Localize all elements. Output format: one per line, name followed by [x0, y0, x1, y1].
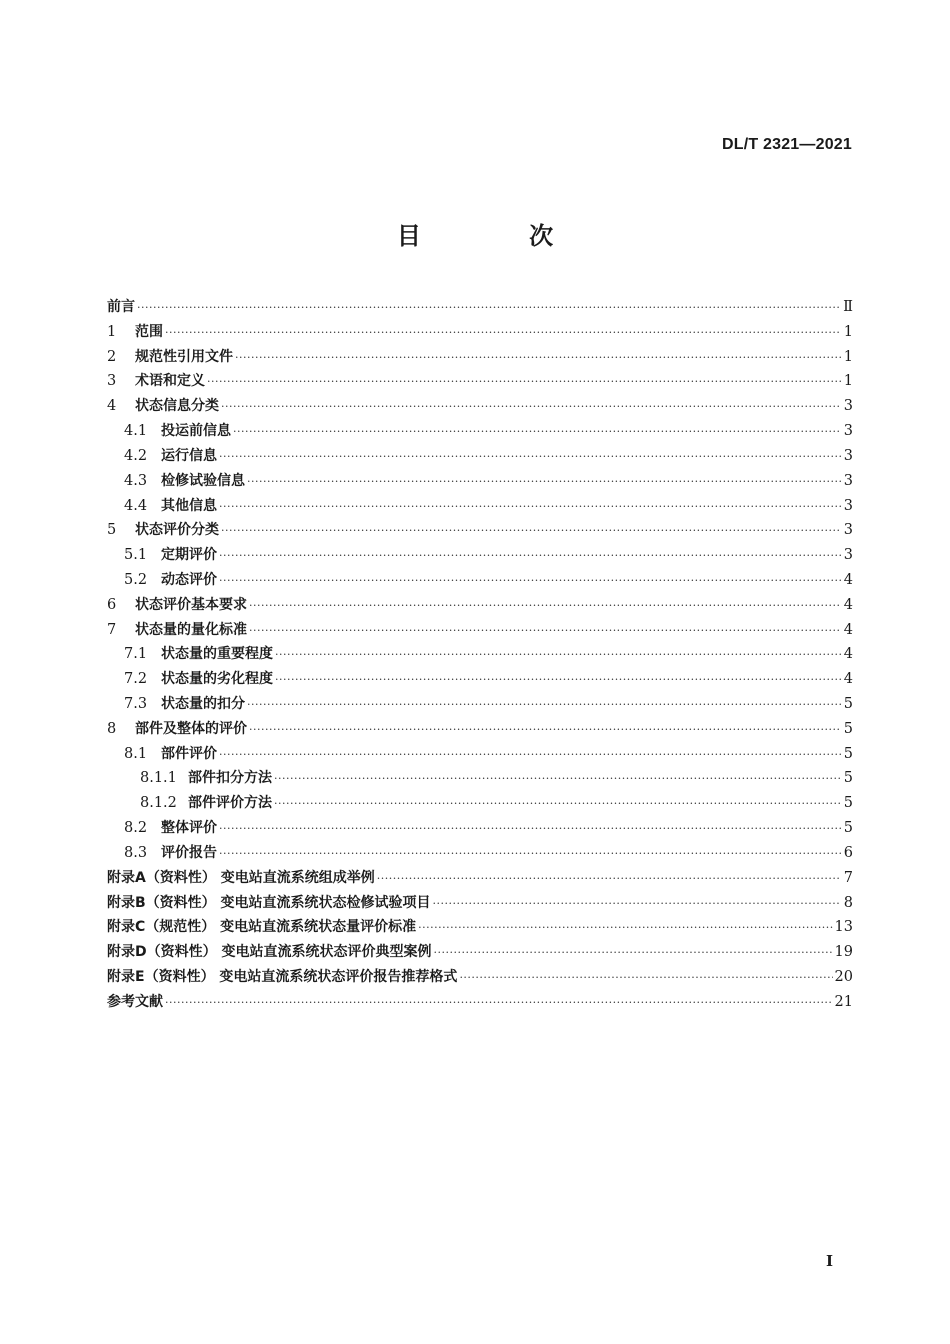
toc-leader-dots	[221, 395, 841, 420]
toc-entry-page: 4	[843, 596, 853, 613]
toc-entry-page: Ⅱ	[843, 299, 853, 315]
toc-entry-label: 部件评价方法	[188, 795, 272, 812]
toc-entry-page: 13	[834, 919, 853, 936]
toc-entry[interactable]	[107, 320, 853, 345]
toc-entry-page: 4	[843, 571, 853, 588]
toc-entry-label: 状态量的扣分	[161, 696, 245, 712]
toc-entry-number: 5.2	[124, 571, 148, 588]
toc-entry-page: 21	[834, 993, 853, 1010]
toc-entry[interactable]	[107, 990, 853, 1015]
toc-entry[interactable]	[107, 667, 853, 692]
toc-entry-label: 前言	[107, 299, 135, 315]
toc-leader-dots	[274, 767, 841, 792]
toc-entry-page: 3	[843, 423, 853, 440]
toc-entry-label: 状态量的重要程度	[161, 646, 273, 663]
toc-entry-page: 5	[843, 745, 853, 762]
toc-leader-dots	[221, 519, 841, 544]
toc-entry-page: 5	[843, 820, 853, 837]
toc-entry-label: 状态评价基本要求	[135, 596, 247, 613]
toc-entry-number: 5	[107, 522, 117, 539]
toc-entry-label: 附录B（资料性） 变电站直流系统状态检修试验项目	[107, 894, 431, 911]
toc-entry[interactable]	[107, 394, 853, 419]
toc-entry-page: 3	[843, 472, 853, 489]
toc-entry-number: 4.2	[124, 447, 148, 464]
toc-entry-label: 动态评价	[161, 571, 217, 588]
standard-code: DL/T 2321—2021	[722, 136, 852, 153]
toc-entry[interactable]	[107, 841, 853, 866]
toc-entry[interactable]	[107, 965, 853, 990]
toc-entry[interactable]	[107, 717, 853, 742]
toc-entry[interactable]	[107, 568, 853, 593]
toc-entry-number: 7.3	[124, 696, 148, 712]
toc-entry-number: 8	[107, 720, 117, 737]
toc-entry-label: 检修试验信息	[161, 472, 245, 489]
toc-leader-dots	[137, 296, 841, 321]
toc-entry-page: 19	[834, 944, 853, 961]
toc-leader-dots	[249, 594, 841, 619]
toc-entry-number: 7.1	[124, 646, 148, 663]
toc-entry[interactable]	[107, 766, 853, 791]
toc-leader-dots	[247, 470, 841, 495]
toc-entry-number: 8.1.2	[140, 795, 177, 812]
toc-entry-page: 7	[843, 869, 853, 886]
toc-entry[interactable]	[107, 295, 853, 320]
toc-entry-label: 状态量的劣化程度	[161, 671, 273, 688]
toc-entry[interactable]	[107, 345, 853, 370]
toc-leader-dots	[275, 668, 841, 693]
toc-entry-label: 评价报告	[161, 844, 217, 861]
toc-entry[interactable]	[107, 816, 853, 841]
toc-entry-number: 7.2	[124, 671, 148, 688]
toc-entry-label: 附录A（资料性） 变电站直流系统组成举例	[107, 869, 375, 886]
toc-leader-dots	[219, 743, 841, 768]
toc-entry-page: 8	[843, 894, 853, 911]
toc-entry-page: 3	[843, 447, 853, 464]
toc-leader-dots	[165, 991, 833, 1016]
table-of-contents	[107, 295, 853, 1015]
toc-entry[interactable]	[107, 419, 853, 444]
toc-entry[interactable]	[107, 494, 853, 519]
toc-entry-label: 投运前信息	[161, 423, 231, 440]
toc-leader-dots	[434, 941, 833, 966]
toc-entry-page: 4	[843, 621, 853, 638]
toc-entry-number: 4.1	[124, 423, 148, 440]
toc-entry-page: 5	[843, 720, 853, 737]
toc-entry-label: 附录C（规范性） 变电站直流系统状态量评价标准	[107, 919, 417, 936]
toc-leader-dots	[233, 420, 841, 445]
toc-entry[interactable]	[107, 642, 853, 667]
toc-leader-dots	[219, 817, 841, 842]
toc-entry-page: 4	[843, 646, 853, 663]
toc-leader-dots	[219, 544, 841, 569]
toc-entry-number: 8.2	[124, 820, 148, 837]
toc-entry-number: 4.3	[124, 472, 148, 489]
toc-entry-page: 1	[843, 373, 853, 390]
toc-entry-label: 状态评价分类	[135, 522, 219, 539]
toc-entry-label: 定期评价	[161, 547, 217, 564]
toc-leader-dots	[165, 321, 841, 346]
toc-leader-dots	[219, 445, 841, 470]
toc-entry[interactable]	[107, 866, 853, 891]
toc-leader-dots	[249, 619, 841, 644]
toc-entry-number: 2	[107, 348, 117, 365]
toc-entry-label: 部件及整体的评价	[135, 720, 247, 737]
page-folio: I	[826, 1252, 834, 1270]
toc-leader-dots	[219, 842, 841, 867]
toc-leader-dots	[247, 693, 841, 718]
toc-entry-page: 3	[843, 547, 853, 564]
toc-entry-label: 整体评价	[161, 820, 217, 837]
toc-entry[interactable]	[107, 469, 853, 494]
toc-entry[interactable]	[107, 791, 853, 816]
toc-leader-dots	[433, 892, 841, 917]
toc-entry-label: 参考文献	[107, 993, 163, 1010]
toc-entry[interactable]	[107, 593, 853, 618]
toc-entry-label: 术语和定义	[135, 373, 205, 390]
toc-entry[interactable]	[107, 891, 853, 916]
toc-entry-page: 5	[843, 770, 853, 787]
toc-entry-label: 附录E（资料性） 变电站直流系统状态评价报告推荐格式	[107, 968, 458, 985]
toc-entry[interactable]	[107, 940, 853, 965]
toc-entry-number: 5.1	[124, 547, 148, 564]
toc-entry[interactable]	[107, 618, 853, 643]
toc-entry-page: 20	[834, 968, 853, 985]
toc-entry-number: 8.1.1	[140, 770, 177, 787]
toc-entry[interactable]	[107, 742, 853, 767]
toc-entry-label: 其他信息	[161, 497, 217, 514]
toc-entry-number: 4.4	[124, 497, 148, 514]
toc-entry-number: 1	[107, 323, 117, 340]
toc-entry-number: 3	[107, 373, 117, 390]
toc-entry-label: 状态信息分类	[135, 398, 219, 415]
toc-entry-number: 7	[107, 621, 117, 638]
toc-leader-dots	[219, 569, 841, 594]
toc-entry-page: 5	[843, 795, 853, 812]
toc-leader-dots	[459, 966, 832, 991]
toc-entry-page: 4	[843, 671, 853, 688]
toc-entry-page: 3	[843, 522, 853, 539]
toc-leader-dots	[249, 718, 841, 743]
toc-entry-label: 部件扣分方法	[188, 770, 272, 787]
toc-entry[interactable]	[107, 369, 853, 394]
toc-leader-dots	[219, 495, 841, 520]
toc-entry-label: 附录D（资料性） 变电站直流系统状态评价典型案例	[107, 944, 432, 961]
toc-entry-number: 8.3	[124, 844, 148, 861]
toc-entry-page: 3	[843, 398, 853, 415]
toc-leader-dots	[207, 370, 841, 395]
toc-entry[interactable]	[107, 518, 853, 543]
toc-entry[interactable]	[107, 915, 853, 940]
toc-leader-dots	[377, 867, 841, 892]
toc-leader-dots	[418, 916, 832, 941]
toc-entry-number: 4	[107, 398, 117, 415]
toc-entry-page: 1	[843, 348, 853, 365]
toc-entry-label: 规范性引用文件	[135, 348, 233, 365]
toc-entry[interactable]	[107, 444, 853, 469]
toc-entry[interactable]	[107, 543, 853, 568]
toc-entry-page: 5	[843, 696, 853, 712]
toc-entry[interactable]	[107, 692, 853, 717]
toc-leader-dots	[275, 643, 841, 668]
toc-entry-label: 范围	[135, 323, 163, 340]
toc-leader-dots	[235, 346, 841, 371]
toc-leader-dots	[274, 792, 841, 817]
toc-entry-page: 6	[843, 844, 853, 861]
toc-entry-page: 1	[843, 323, 853, 340]
toc-title: 目 次	[396, 222, 604, 250]
toc-entry-label: 状态量的量化标准	[135, 621, 247, 638]
toc-entry-page: 3	[843, 497, 853, 514]
toc-entry-number: 8.1	[124, 745, 148, 762]
toc-entry-number: 6	[107, 596, 117, 613]
toc-entry-label: 运行信息	[161, 447, 217, 464]
toc-entry-label: 部件评价	[161, 745, 217, 762]
